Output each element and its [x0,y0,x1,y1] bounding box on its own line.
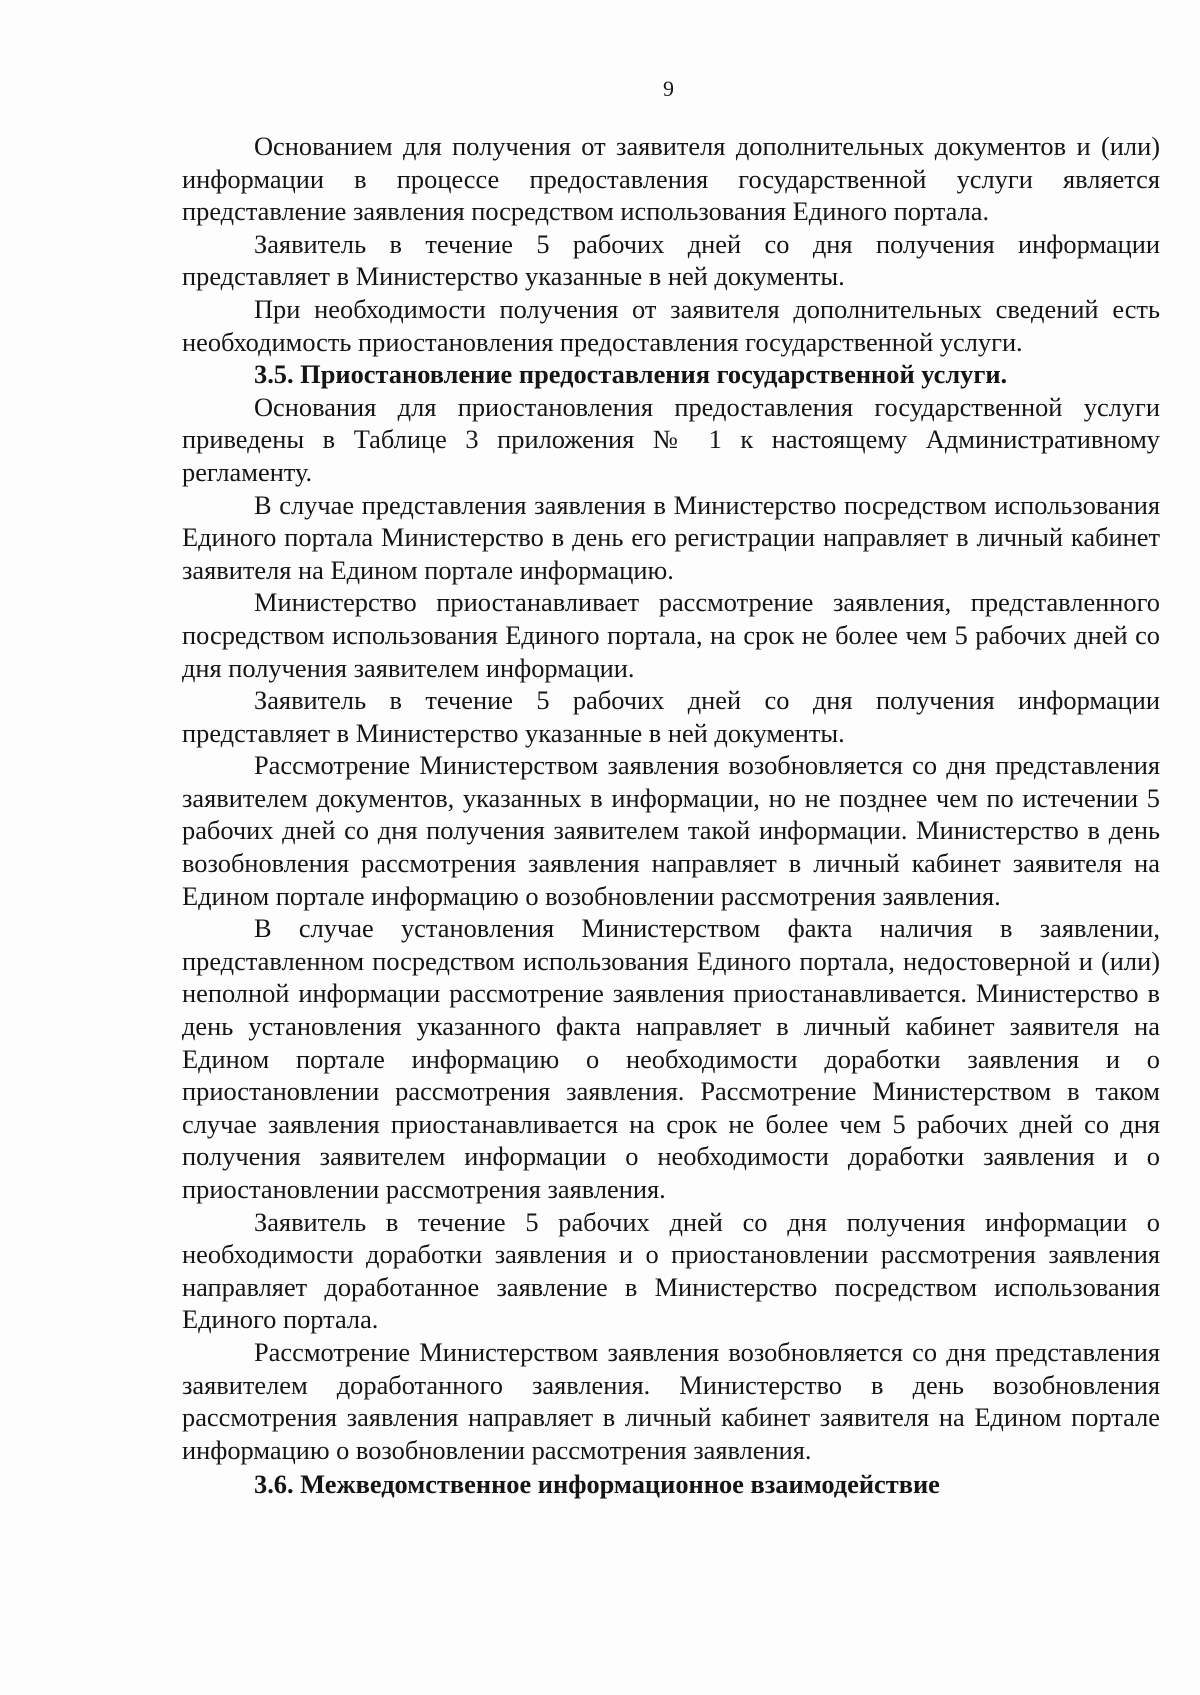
document-body [182,130,1160,1501]
paragraph: Рассмотрение Министерством заявления возобновляется со дня представления заявителем доработанного заявления. Министерство в день возобновления рассмотрения заявления направляет в личный кабинет заявителя на Едином портале информацию о возобновлении рассмотрения заявления. [182,1336,1160,1465]
paragraph: При необходимости получения от заявителя дополнительных сведений есть необходимость приостановления предоставления государственной услуги. [182,293,1160,357]
paragraph: В случае представления заявления в Министерство посредством использования Единого портала Министерство в день его регистрации направляет в личный кабинет заявителя на Едином портале информацию. [182,489,1160,585]
section-heading: 3.6. Межведомственное информационное взаимодействие [254,1469,940,1500]
paragraph: Рассмотрение Министерством заявления возобновляется со дня представления заявителем документов, указанных в информации, но не позднее чем по истечении 5 рабочих дней со дня получения заявителем такой информации. Министерство в день возобновления рассмотрения заявления направляет в личный кабинет заявителя на Едином портале информацию о возобновлении рассмотрения заявления. [182,750,1160,911]
paragraph: Основанием для получения от заявителя дополнительных документов и (или) информации в процессе предоставления государственной услуги является представление заявления посредством использования Единого портала. [182,131,1160,227]
paragraph: Заявитель в течение 5 рабочих дней со дня получения информации представляет в Министерство указанные в ней документы. [182,228,1160,292]
paragraph: Заявитель в течение 5 рабочих дней со дня получения информации о необходимости доработки заявления и о приостановлении рассмотрения заявления направляет доработанное заявление в Министерство посредством использования Единого портала. [182,1206,1160,1335]
paragraph: В случае установления Министерством факта наличия в заявлении, представленном посредством использования Единого портала, недостоверной и (или) неполной информации рассмотрение заявления приостанавливается. Министерство в день установления указанного факта направляет в личный кабинет заявителя на Едином портале информацию о необходимости доработки заявления и о приостановлении рассмотрения заявления. Рассмотрение Министерством в таком случае заявления приостанавливается на срок не более чем 5 рабочих дней со дня получения заявителем информации о необходимости доработки заявления и о приостановлении рассмотрения заявления. [182,913,1160,1204]
section-heading: 3.5. Приостановление предоставления государственной услуги. [254,359,1008,390]
paragraph: Министерство приостанавливает рассмотрение заявления, представленного посредством использования Единого портала, на срок не более чем 5 рабочих дней со дня получения заявителем информации. [182,587,1160,683]
page-number: 9 [663,76,674,101]
paragraph: Заявитель в течение 5 рабочих дней со дня получения информации представляет в Министерство указанные в ней документы. [182,685,1160,748]
paragraph: Основания для приостановления предоставления государственной услуги приведены в Таблице 3 приложения № 1 к настоящему Административному регламенту. [182,391,1160,487]
